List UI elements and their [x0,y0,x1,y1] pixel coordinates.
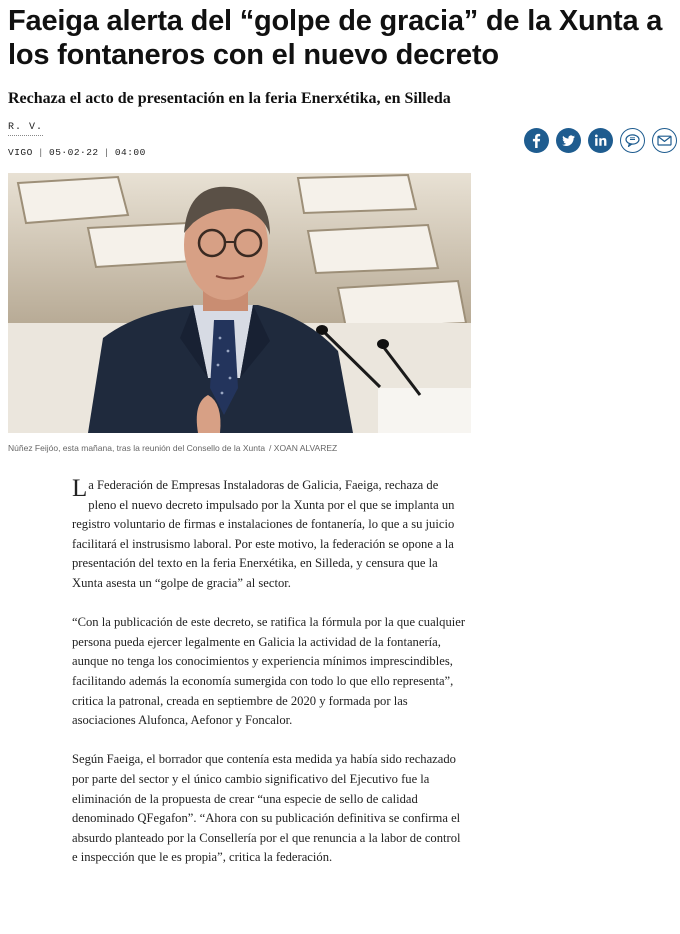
email-share-button[interactable] [652,128,677,153]
separator: | [37,147,45,158]
email-icon [653,129,676,152]
article-photo [8,173,471,433]
facebook-icon [524,128,549,153]
paragraph-text: a Federación de Empresas Instaladoras de Galicia, Faeiga, rechaza de pleno el nuevo decreto impulsado por la Xunta por el que se implanta un registro voluntario de firmas e instalaciones de fontanería, lo que a su juicio facilitará el instrusismo laboral. Por este motivo, la federación se opone a la presentación del texto en la feria Enerxétika, en Silleda, y censura que la Xunta asesta un “golpe de gracia” al sector. [72,478,455,590]
linkedin-share-button[interactable] [588,128,613,153]
separator: | [103,147,110,158]
facebook-share-button[interactable] [524,128,549,153]
photo-illustration [8,173,471,433]
linkedin-icon [588,128,613,153]
author-link[interactable]: R. V. [8,122,43,136]
location: VIGO [8,147,33,158]
article-body [72,476,468,887]
photo-credit: / XOAN ALVAREZ [269,443,338,453]
publish-date: 05·02·22 [49,147,99,158]
paragraph: Según Faeiga, el borrador que contenía esta medida ya había sido rechazado por parte del sector y el único cambio significativo del Ejecutivo fue la eliminación de la propuesta de crear “una especie de sello de calidad denominado QFegafon”. “Ahora con su publicación definitiva se confirma el absurdo planteado por la Consellería por el que renuncia a la labor de control e inspección que le es propia”, critica la federación. [72,752,461,865]
dateline [8,147,146,158]
publish-time: 04:00 [114,147,146,158]
twitter-share-button[interactable] [556,128,581,153]
comments-icon [621,129,644,152]
article-subheadline: Rechaza el acto de presentación en la feria Enerxétika, en Silleda [8,90,451,107]
twitter-icon [556,128,581,153]
comments-button[interactable] [620,128,645,153]
article-headline: Faeiga alerta del “golpe de gracia” de la Xunta a los fontaneros con el nuevo decreto [8,5,663,71]
paragraph [72,476,468,594]
caption-text: Núñez Feijóo, esta mañana, tras la reunión del Consello de la Xunta [8,443,266,453]
share-bar [524,128,677,153]
paragraph: “Con la publicación de este decreto, se ratifica la fórmula por la que cualquier persona pueda ejercer legalmente en Galicia la actividad de la fontanería, aunque no tenga los conocimientos y experiencia mínimos imprescindibles, facilitando además la economía sumergida con todo lo que ello representa”, critica la patronal, creada en septiembre de 2020 y formada por las asociaciones Alufonca, Aefonor y Foncalor. [72,615,466,728]
photo-caption [8,443,337,453]
drop-cap: L [72,475,88,502]
